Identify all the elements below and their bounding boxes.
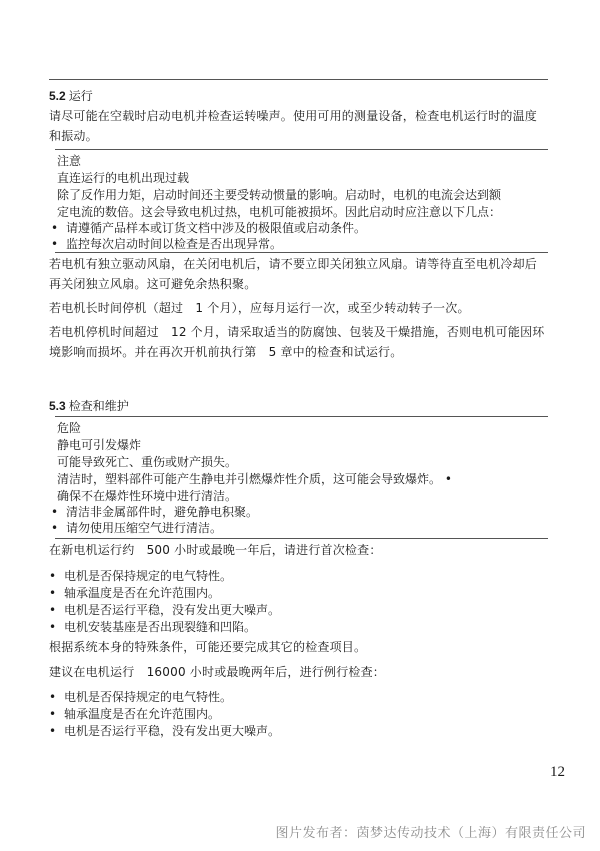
list-item: • 电机是否运行平稳，没有发出更大噪声。 bbox=[49, 603, 281, 617]
other-items-note: 根据系统本身的特殊条件，可能还要完成其它的检查项目。 bbox=[49, 640, 367, 654]
danger-line-2: 清洁时，塑料部件可能产生静电并引燃爆炸性介质，这可能会导致爆炸。 • bbox=[57, 472, 452, 486]
bullet-icon: • bbox=[49, 620, 57, 634]
list-item: • 轴承温度是否在允许范围内。 bbox=[49, 707, 221, 721]
first-check-intro: 在新电机运行约 500 小时或最晚一年后，请进行首次检查： bbox=[49, 543, 382, 557]
danger-heading: 危险 bbox=[57, 421, 82, 435]
danger-subheading: 静电可引发爆炸 bbox=[57, 438, 142, 452]
bullet-icon: • bbox=[49, 690, 57, 704]
danger-line-3: 确保不在爆炸性环境中进行清洁。 bbox=[57, 489, 238, 503]
notice-box bbox=[51, 149, 548, 253]
section-5-2-intro: 请尽可能在空载时启动电机并检查运转噪声。使用可用的测量设备，检查电机运行时的温度和振动。 bbox=[49, 109, 538, 143]
list-item: • 请遵循产品样本或订货文档中涉及的极限值或启动条件。 bbox=[51, 221, 367, 235]
bullet-icon: • bbox=[49, 724, 57, 738]
bullet-icon: • bbox=[51, 237, 59, 251]
list-item: • 电机安装基座是否出现裂缝和凹陷。 bbox=[49, 620, 257, 634]
list-item: • 轴承温度是否在允许范围内。 bbox=[49, 586, 221, 600]
bullet-icon: • bbox=[49, 586, 57, 600]
section-title: 运行 bbox=[68, 89, 93, 103]
danger-line-1: 可能导致死亡、重伤或财产损失。 bbox=[57, 455, 238, 469]
page-number: 12 bbox=[550, 764, 565, 780]
section-title: 检查和维护 bbox=[68, 399, 129, 413]
bullet-icon: • bbox=[51, 521, 59, 535]
list-item: • 请勿使用压缩空气进行清洁。 bbox=[51, 521, 223, 535]
danger-box bbox=[51, 416, 548, 539]
bullet-icon: • bbox=[49, 569, 57, 583]
top-rule bbox=[49, 79, 548, 80]
routine-check-intro: 建议在电机运行 16000 小时或最晚两年后，进行例行检查： bbox=[49, 665, 385, 679]
list-item: • 清洁非金属部件时，避免静电积聚。 bbox=[51, 505, 259, 519]
paragraph-one-month: 若电机长时间停机（超过 1 个月），应每月运行一次，或至少转动转子一次。 bbox=[49, 301, 470, 315]
publisher-watermark: 图片发布者：茵梦达传动技术（上海）有限责任公司 bbox=[275, 826, 586, 841]
section-number: 5.3 bbox=[49, 399, 66, 413]
bullet-icon: • bbox=[51, 221, 59, 235]
list-item: • 电机是否保持规定的电气特性。 bbox=[49, 569, 233, 583]
bullet-icon: • bbox=[49, 603, 57, 617]
notice-text-line-2: 定电流的数倍。这会导致电机过热，电机可能被损坏。因此启动时应注意以下几点： bbox=[57, 205, 502, 219]
section-number: 5.2 bbox=[49, 89, 66, 103]
list-item: • 电机是否保持规定的电气特性。 bbox=[49, 690, 233, 704]
notice-text-line-1: 除了反作用力矩，启动时间还主要受转动惯量的影响。启动时，电机的电流会达到额 bbox=[57, 188, 502, 202]
list-item: • 电机是否运行平稳，没有发出更大噪声。 bbox=[49, 724, 281, 738]
paragraph-twelve-months: 若电机停机时间超过 12 个月，请采取适当的防腐蚀、包装及干燥措施，否则电机可能因环境影响而损坏。并在再次开机前执行第 5 章中的检查和试运行。 bbox=[49, 325, 545, 359]
section-5-3-heading bbox=[49, 398, 129, 414]
bullet-icon: • bbox=[49, 707, 57, 721]
paragraph-fan: 若电机有独立驱动风扇，在关闭电机后，请不要立即关闭独立风扇。请等待直至电机冷却后再关闭独立风扇。这可避免余热积聚。 bbox=[49, 257, 538, 291]
list-item: • 监控每次启动时间以检查是否出现异常。 bbox=[51, 237, 283, 251]
notice-heading: 注意 bbox=[57, 154, 82, 168]
bullet-icon: • bbox=[51, 505, 59, 519]
section-5-2-heading bbox=[49, 88, 93, 104]
notice-subheading: 直连运行的电机出现过载 bbox=[57, 171, 190, 185]
